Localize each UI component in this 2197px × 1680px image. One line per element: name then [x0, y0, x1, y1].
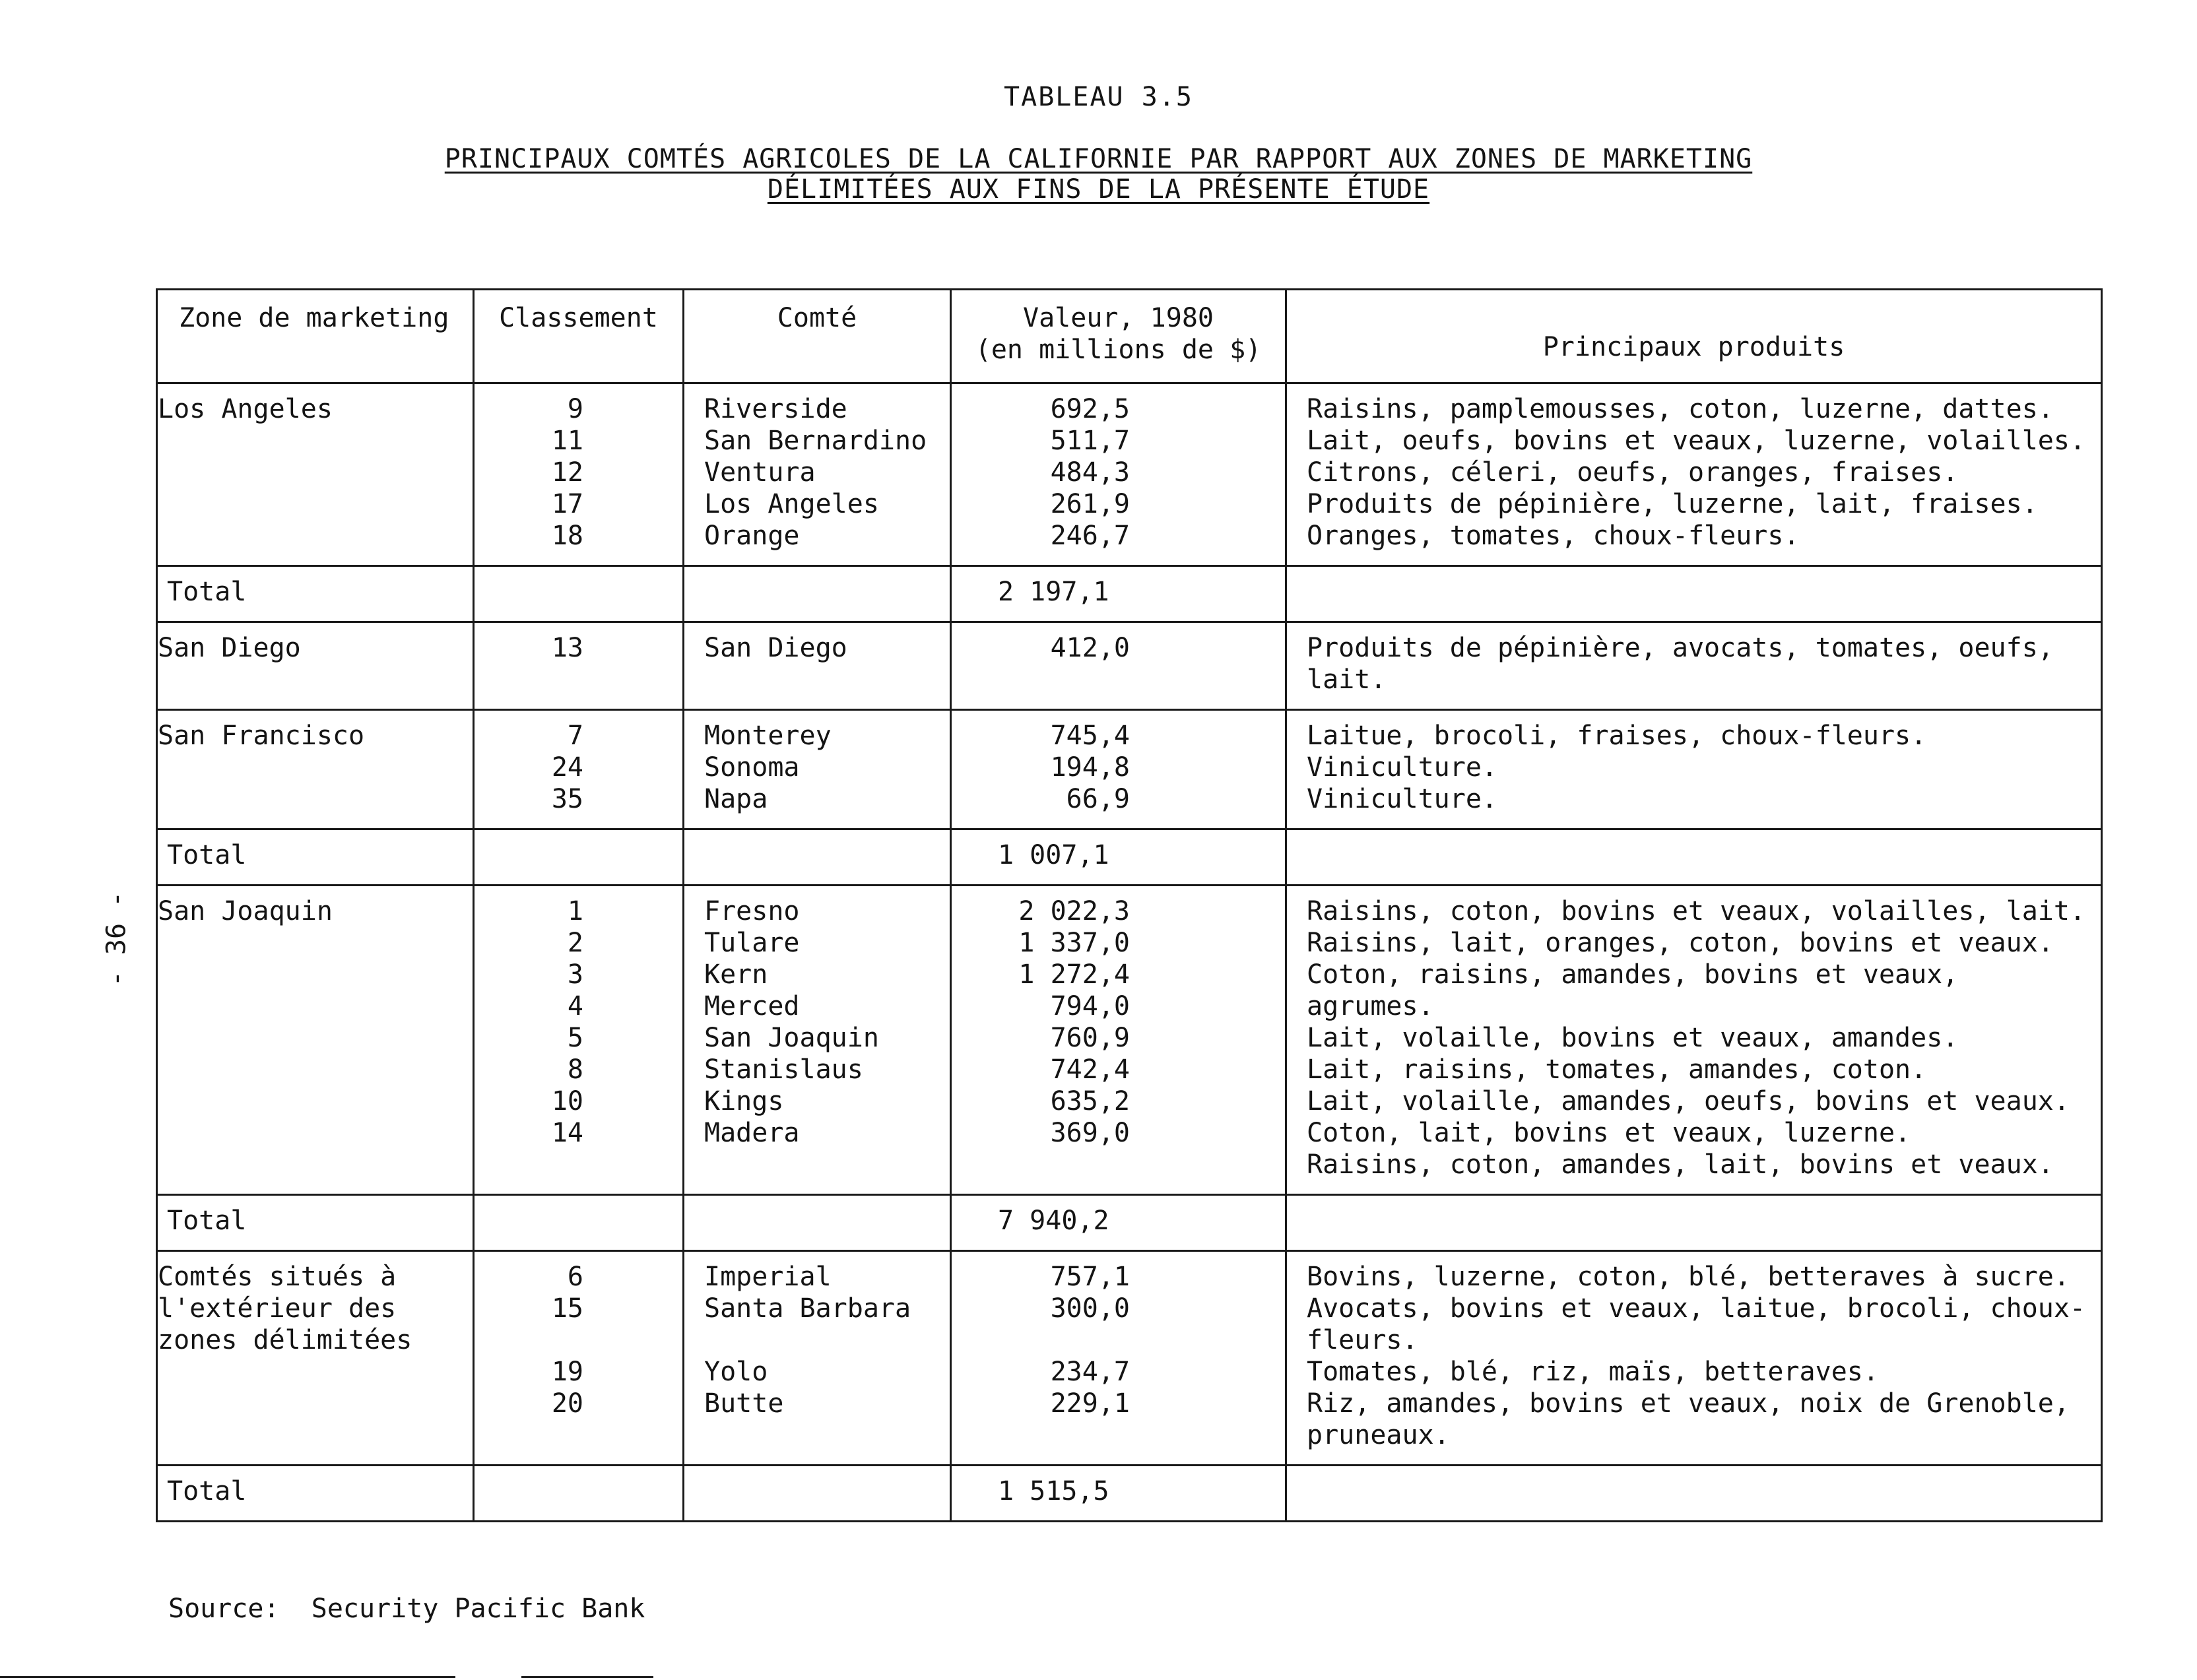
rank-cell	[474, 383, 684, 566]
zone-name: San Joaquin	[158, 896, 333, 926]
county-value: 229,1	[1050, 1388, 1130, 1419]
county-value: 234,7	[1050, 1357, 1130, 1387]
empty-cell	[1286, 1195, 2102, 1251]
total-value: 2 197,1	[998, 577, 1109, 607]
county-value: 412,0	[1050, 633, 1130, 663]
table-body	[157, 383, 2102, 1522]
county-value: 511,7	[1050, 426, 1130, 456]
county-name: Monterey	[704, 721, 832, 751]
rank-value: 11	[551, 426, 583, 456]
total-value-cell	[951, 829, 1286, 886]
zone-cell	[157, 1251, 474, 1466]
county-value: 369,0	[1050, 1118, 1130, 1148]
county-products: Bovins, luzerne, coton, blé, betteraves à sucre.	[1307, 1262, 2070, 1292]
county-products: Lait, raisins, tomates, amandes, coton.	[1307, 1054, 1927, 1085]
county-list	[684, 1252, 950, 1464]
county-name: San Joaquin	[704, 1023, 879, 1053]
products-cell	[1286, 383, 2102, 566]
value-list	[952, 886, 1285, 1162]
total-label-cell	[157, 829, 474, 886]
total-row	[157, 1195, 2102, 1251]
county-products: Produits de pépinière, luzerne, lait, fraises.	[1307, 489, 2038, 519]
empty-content	[475, 1196, 682, 1218]
table-title-line1: PRINCIPAUX COMTÉS AGRICOLES DE LA CALIFORNIE PAR RAPPORT AUX ZONES DE MARKETING	[444, 144, 1753, 174]
value-list	[952, 384, 1285, 565]
county-products: Lait, volaille, amandes, oeufs, bovins et veaux.	[1307, 1086, 2070, 1116]
rank-value: 10	[551, 1086, 583, 1116]
county-products: Laitue, brocoli, fraises, choux-fleurs.	[1307, 721, 1927, 751]
zone-name: San Francisco	[158, 721, 365, 751]
county-products: Viniculture.	[1307, 784, 1497, 814]
county-products: Lait, oeufs, bovins et veaux, luzerne, volailles.	[1307, 426, 2086, 456]
rank-value: 20	[551, 1388, 583, 1419]
products-list	[1287, 711, 2101, 828]
county-name: San Diego	[704, 633, 847, 663]
county-value: 484,3	[1050, 457, 1130, 488]
column-header-products: Principaux produits	[1286, 290, 2102, 383]
county-products: Citrons, céleri, oeufs, oranges, fraises.	[1307, 457, 1959, 488]
empty-cell	[684, 829, 951, 886]
total-row	[157, 829, 2102, 886]
county-name: Los Angeles	[704, 489, 879, 519]
empty-cell	[684, 566, 951, 622]
products-cell	[1286, 622, 2102, 710]
empty-content	[475, 1466, 682, 1489]
county-products: Viniculture.	[1307, 752, 1497, 783]
rank-list	[475, 1252, 682, 1464]
county-products: Coton, raisins, amandes, bovins et veaux, agrumes.	[1307, 959, 1959, 1021]
rank-value: 6	[567, 1262, 583, 1292]
zone-cell	[157, 886, 474, 1195]
products-list	[1287, 623, 2101, 709]
county-list	[684, 623, 950, 709]
county-value: 692,5	[1050, 394, 1130, 424]
rank-list	[475, 623, 682, 709]
county-name: Yolo	[704, 1357, 768, 1387]
county-value: 757,1	[1050, 1262, 1130, 1292]
total-label-cell	[157, 1466, 474, 1522]
empty-content	[1287, 567, 2101, 589]
empty-content	[1287, 1196, 2101, 1218]
county-name: Kern	[704, 959, 768, 990]
value-list	[952, 711, 1285, 828]
county-name: San Bernardino	[704, 426, 927, 456]
county-cell	[684, 1251, 951, 1466]
products-list	[1287, 886, 2101, 1194]
rank-value: 19	[551, 1357, 583, 1387]
county-name: Kings	[704, 1086, 784, 1116]
products-list	[1287, 1252, 2101, 1464]
county-value: 794,0	[1050, 991, 1130, 1021]
column-header-value-line2: (en millions de $)	[975, 335, 1262, 365]
empty-cell	[1286, 566, 2102, 622]
county-value: 246,7	[1050, 521, 1130, 551]
table-number: TABLEAU 3.5	[1004, 82, 1193, 112]
table-title-line2: DÉLIMITÉES AUX FINS DE LA PRÉSENTE ÉTUDE	[767, 174, 1430, 205]
empty-cell	[474, 1195, 684, 1251]
source-note: Source: Security Pacific Bank	[168, 1594, 645, 1624]
rank-value: 17	[551, 489, 583, 519]
county-products: Raisins, lait, oranges, coton, bovins et veaux.	[1307, 928, 2054, 958]
rank-value: 13	[551, 633, 583, 663]
rank-value: 8	[567, 1054, 583, 1085]
products-cell	[1286, 1251, 2102, 1466]
rank-value: 12	[551, 457, 583, 488]
county-name: Sonoma	[704, 752, 800, 783]
page-number: - 36 -	[101, 891, 132, 987]
value-cell	[951, 710, 1286, 829]
county-name: Stanislaus	[704, 1054, 863, 1085]
value-cell	[951, 886, 1286, 1195]
county-name: Santa Barbara	[704, 1293, 911, 1324]
group-row	[157, 886, 2102, 1195]
county-products: Riz, amandes, bovins et veaux, noix de Grenoble, pruneaux.	[1307, 1388, 2070, 1450]
county-list	[684, 886, 950, 1162]
rank-list	[475, 886, 682, 1162]
empty-cell	[1286, 1466, 2102, 1522]
county-name: Tulare	[704, 928, 800, 958]
county-value: 1 272,4	[1018, 959, 1130, 990]
county-products: Avocats, bovins et veaux, laitue, brocoli, choux-fleurs.	[1307, 1293, 2086, 1355]
products-cell	[1286, 710, 2102, 829]
total-value: 1 515,5	[998, 1476, 1109, 1506]
rank-cell	[474, 1251, 684, 1466]
county-products: Oranges, tomates, choux-fleurs.	[1307, 521, 1800, 551]
group-row	[157, 622, 2102, 710]
total-value-cell	[951, 1466, 1286, 1522]
rank-value: 24	[551, 752, 583, 783]
county-value: 1 337,0	[1018, 928, 1130, 958]
empty-content	[1287, 830, 2101, 853]
products-cell	[1286, 886, 2102, 1195]
county-list	[684, 711, 950, 828]
county-value: 635,2	[1050, 1086, 1130, 1116]
rank-value: 14	[551, 1118, 583, 1148]
county-name: Napa	[704, 784, 768, 814]
empty-cell	[474, 1466, 684, 1522]
value-list	[952, 623, 1285, 709]
column-header-county: Comté	[684, 290, 951, 383]
empty-content	[684, 567, 950, 589]
county-products: Produits de pépinière, avocats, tomates, oeufs, lait.	[1307, 633, 2054, 695]
county-name: Imperial	[704, 1262, 832, 1292]
county-cell	[684, 710, 951, 829]
county-value: 760,9	[1050, 1023, 1130, 1053]
total-label: Total	[167, 577, 247, 607]
county-value: 745,4	[1050, 721, 1130, 751]
empty-content	[684, 830, 950, 853]
products-list	[1287, 384, 2101, 565]
column-header-zone: Zone de marketing	[157, 290, 474, 383]
zone-name: San Diego	[158, 633, 301, 663]
rank-value: 5	[567, 1023, 583, 1053]
rank-value: 9	[567, 394, 583, 424]
empty-content	[684, 1466, 950, 1489]
empty-content	[684, 1196, 950, 1218]
county-list	[684, 384, 950, 565]
county-cell	[684, 886, 951, 1195]
rank-value: 1	[567, 896, 583, 926]
empty-content	[475, 567, 682, 589]
county-cell	[684, 622, 951, 710]
empty-cell	[474, 829, 684, 886]
county-value: 194,8	[1050, 752, 1130, 783]
value-cell	[951, 1251, 1286, 1466]
rank-cell	[474, 886, 684, 1195]
empty-cell	[474, 566, 684, 622]
county-cell	[684, 383, 951, 566]
bottom-rule	[521, 1676, 653, 1678]
county-name: Riverside	[704, 394, 847, 424]
rank-value: 15	[551, 1293, 583, 1324]
county-value: 300,0	[1050, 1293, 1130, 1324]
total-label-cell	[157, 1195, 474, 1251]
county-products: Raisins, pamplemousses, coton, luzerne, dattes.	[1307, 394, 2054, 424]
county-products: Tomates, blé, riz, maïs, betteraves.	[1307, 1357, 1879, 1387]
rank-list	[475, 384, 682, 565]
group-row	[157, 383, 2102, 566]
zone-name: Los Angeles	[158, 394, 333, 424]
total-row	[157, 1466, 2102, 1522]
total-label: Total	[167, 1476, 247, 1506]
total-label: Total	[167, 1206, 247, 1236]
group-row	[157, 710, 2102, 829]
empty-content	[475, 830, 682, 853]
total-row	[157, 566, 2102, 622]
empty-cell	[684, 1466, 951, 1522]
total-label-cell	[157, 566, 474, 622]
value-list	[952, 1252, 1285, 1464]
rank-cell	[474, 710, 684, 829]
column-header-value-line1: Valeur, 1980	[1023, 303, 1214, 333]
county-name: Orange	[704, 521, 800, 551]
county-name: Merced	[704, 991, 800, 1021]
county-products: Lait, volaille, bovins et veaux, amandes.	[1307, 1023, 1959, 1053]
county-name: Madera	[704, 1118, 800, 1148]
total-value-cell	[951, 566, 1286, 622]
total-value: 1 007,1	[998, 840, 1109, 870]
rank-value: 3	[567, 959, 583, 990]
value-cell	[951, 622, 1286, 710]
rank-value: 18	[551, 521, 583, 551]
header-row	[157, 290, 2102, 383]
county-products: Raisins, coton, amandes, lait, bovins et veaux.	[1307, 1149, 2054, 1180]
county-name: Butte	[704, 1388, 784, 1419]
zone-cell	[157, 383, 474, 566]
county-name: Fresno	[704, 896, 800, 926]
data-table	[156, 288, 2103, 1522]
column-header-rank: Classement	[474, 290, 684, 383]
rank-value: 2	[567, 928, 583, 958]
county-value: 2 022,3	[1018, 896, 1130, 926]
rank-value: 35	[551, 784, 583, 814]
total-value-cell	[951, 1195, 1286, 1251]
zone-cell	[157, 710, 474, 829]
rank-value: 7	[567, 721, 583, 751]
county-name: Ventura	[704, 457, 816, 488]
empty-cell	[1286, 829, 2102, 886]
total-label: Total	[167, 840, 247, 870]
county-value: 66,9	[1066, 784, 1130, 814]
county-products: Raisins, coton, bovins et veaux, volailles, lait.	[1307, 896, 2086, 926]
empty-cell	[684, 1195, 951, 1251]
empty-content	[1287, 1466, 2101, 1489]
county-products: Coton, lait, bovins et veaux, luzerne.	[1307, 1118, 1911, 1148]
zone-cell	[157, 622, 474, 710]
group-row	[157, 1251, 2102, 1466]
value-cell	[951, 383, 1286, 566]
county-value: 261,9	[1050, 489, 1130, 519]
rank-value: 4	[567, 991, 583, 1021]
column-header-value	[951, 290, 1286, 383]
zone-name: Comtés situés à l'extérieur des zones délimitées	[158, 1262, 412, 1355]
rank-cell	[474, 622, 684, 710]
rank-list	[475, 711, 682, 828]
county-value: 742,4	[1050, 1054, 1130, 1085]
total-value: 7 940,2	[998, 1206, 1109, 1236]
bottom-rule	[0, 1676, 455, 1678]
